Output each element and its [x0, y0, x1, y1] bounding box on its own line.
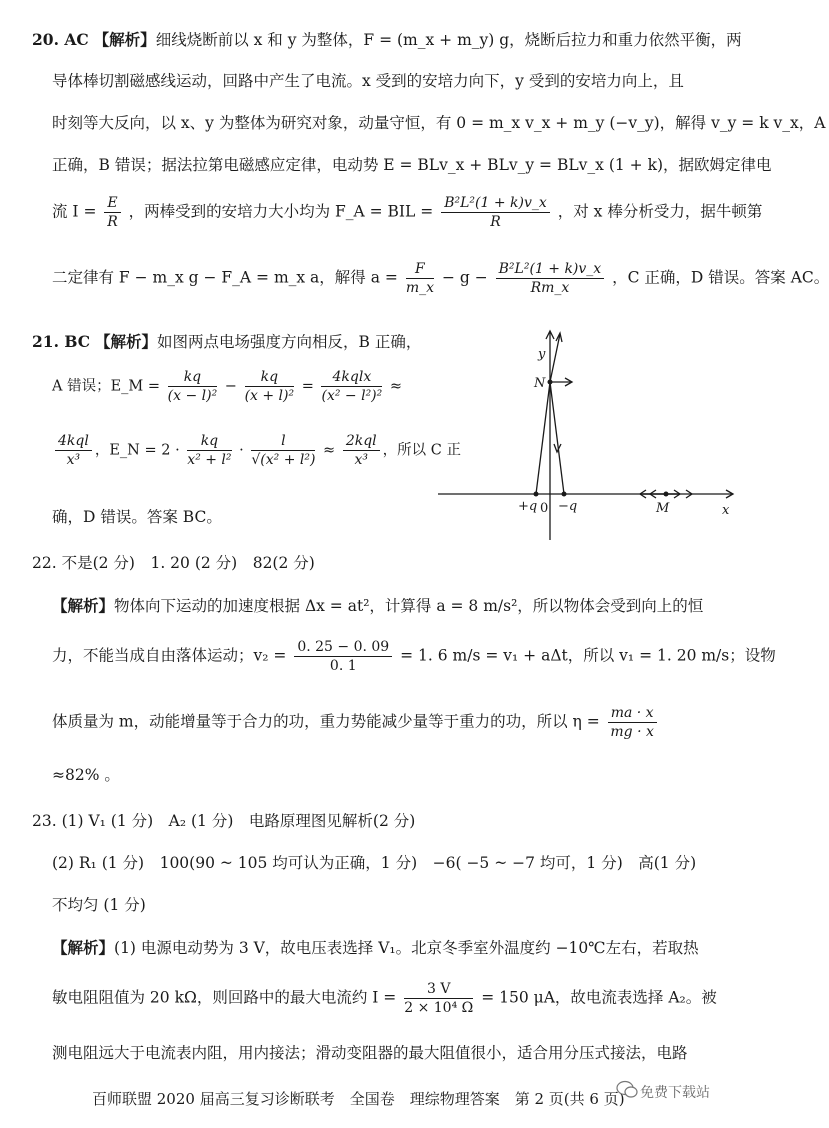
operator: = [301, 378, 314, 395]
operator: − [224, 378, 237, 395]
fraction [251, 434, 315, 467]
q22-text-3b: = 1. 6 m/s = v₁ + aΔt，所以 v₁ = 1. 20 m/s；设物 [400, 646, 776, 665]
numerator: F [406, 262, 434, 279]
denominator: (x + l)² [244, 388, 295, 404]
q21-text-3a: ，E_N = 2 · [94, 442, 180, 459]
fraction [245, 370, 295, 403]
q20-text-5c: ，对 x 棒分析受力，据牛顿第 [557, 202, 763, 221]
point-n [548, 380, 553, 385]
denominator: R [490, 214, 501, 230]
charge-minus-q [562, 492, 567, 497]
q23-line-1: 23. (1) V₁ (1 分) A₂ (1 分) 电路原理图见解析(2 分) [32, 812, 416, 830]
chat-bubble-icon [616, 1080, 638, 1100]
q20-line-4: 正确，B 错误；据法拉第电磁感应定律，电动势 E = BLv_x + BLv_y = BLv_x (1 + k)，据欧姆定律电 [52, 156, 772, 174]
operator: ≈ [389, 378, 403, 395]
field-vector-up [550, 334, 560, 382]
q21-line-3 [52, 434, 461, 467]
fraction [321, 370, 382, 403]
q20-text-6b: − g − [441, 268, 488, 287]
denominator: (x − l)² [167, 388, 218, 404]
denominator: x² + l² [187, 452, 232, 468]
numerator: B²L²(1 + k)v_x [496, 262, 605, 279]
fraction [294, 640, 392, 673]
q23-line-5 [52, 982, 717, 1015]
denominator: x³ [354, 452, 368, 468]
denominator: √(x² + l²) [251, 452, 316, 468]
q21-line-2 [52, 370, 402, 403]
fraction [608, 706, 657, 739]
page-footer: 百师联盟 2020 届高三复习诊断联考 全国卷 理综物理答案 第 2 页(共 6 页) [92, 1090, 625, 1108]
numerator: 3 V [404, 982, 473, 999]
q21-text-1: 如图两点电场强度方向相反，B 正确， [157, 333, 422, 351]
label-plus-q: +q [518, 499, 538, 514]
denominator: 2 × 10⁴ Ω [404, 1000, 474, 1016]
fraction [187, 434, 231, 467]
fraction [496, 262, 605, 295]
q20-text-1: 细线烧断前以 x 和 y 为整体，F = (m_x + m_y) g，烧断后拉力和重力依然平衡，两 [155, 31, 742, 49]
q21-line-1 [32, 334, 421, 351]
q22-jiexi: 【解析】 [52, 596, 115, 615]
q22-text-2: 物体向下运动的加速度根据 Δx = at²，计算得 a = 8 m/s²，所以物体会受到向上的恒 [114, 597, 704, 615]
q22-text-3a: 力，不能当成自由落体运动；v₂ = [52, 646, 287, 665]
q21-line-4: 确，D 错误。答案 BC。 [52, 508, 222, 526]
q22-line-5: ≈82% 。 [52, 766, 120, 784]
denominator: x³ [66, 452, 81, 468]
charge-plus-q [534, 492, 539, 497]
q23-jiexi: 【解析】 [52, 938, 115, 957]
q20-number: 20. AC [32, 30, 89, 49]
numerator: kq [187, 434, 231, 451]
q20-jiexi: 【解析】 [93, 30, 156, 49]
label-n: N [534, 376, 546, 391]
q23-text-5b: = 150 μA，故电流表选择 A₂。被 [481, 988, 717, 1007]
fraction [104, 196, 120, 229]
numerator: B²L²(1 + k)v_x [441, 196, 550, 213]
fraction [55, 434, 92, 467]
q23-line-4 [52, 940, 699, 957]
field-line-plus-q [536, 382, 550, 494]
fraction [406, 262, 434, 295]
numerator: 2kql [343, 434, 380, 451]
fraction [441, 196, 550, 229]
point-m [664, 492, 669, 497]
watermark: 免费下载站 [640, 1085, 710, 1101]
q20-line-6 [52, 262, 829, 295]
label-minus-q: −q [558, 499, 578, 514]
field-line-minus-q [550, 382, 564, 494]
q20-text-5a: 流 I = [52, 202, 97, 221]
q22-line-3 [52, 640, 776, 673]
q20-line-5 [52, 196, 762, 229]
denominator: Rm_x [530, 280, 570, 296]
numerator: 0. 25 − 0. 09 [294, 640, 392, 657]
q20-line-3: 时刻等大反向，以 x、y 为整体为研究对象，动量守恒，有 0 = m_x v_x + m_y (−v_y)，解得 v_y = k v_x，A [52, 114, 826, 132]
q23-line-3: 不均匀 (1 分) [52, 896, 146, 914]
field-diagram [430, 326, 740, 546]
q20-line-1 [32, 32, 742, 49]
denominator: 0. 1 [329, 658, 357, 674]
q23-line-6: 测电阻远大于电流表内阻，用内接法；滑动变阻器的最大阻值很小，适合用分压式接法，电路 [52, 1044, 688, 1062]
operator: · [239, 442, 244, 459]
numerator: l [251, 434, 315, 451]
label-zero: 0 [540, 501, 549, 516]
denominator: R [107, 214, 118, 230]
q21-text-2a: A 错误；E_M = [52, 378, 161, 395]
q23-text-5a: 敏电阻阻值为 20 kΩ，则回路中的最大电流约 I = [52, 988, 397, 1007]
numerator: 4kqlx [321, 370, 382, 387]
q22-line-1: 22. 不是(2 分) 1. 20 (2 分) 82(2 分) [32, 554, 315, 572]
numerator: 4kql [55, 434, 92, 451]
q23-line-2: (2) R₁ (1 分) 100(90 ~ 105 均可认为正确，1 分) −6( −5 ~ −7 均可，1 分) 高(1 分) [52, 854, 697, 872]
q21-text-3b: ，所以 C 正 [382, 442, 461, 459]
q23-text-4: (1) 电源电动势为 3 V，故电压表选择 V₁。北京冬季室外温度约 −10℃左右，若取热 [114, 939, 699, 957]
operator: ≈ [323, 442, 336, 459]
fraction [404, 982, 473, 1015]
denominator: m_x [405, 280, 434, 296]
numerator: kq [168, 370, 218, 387]
numerator: ma · x [608, 706, 657, 723]
q21-number: 21. BC [32, 332, 91, 351]
fraction [168, 370, 218, 403]
q20-text-5b: ，两棒受到的安培力大小均为 F_A = BIL = [128, 202, 434, 221]
q20-line-2: 导体棒切割磁感线运动，回路中产生了电流。x 受到的安培力向下，y 受到的安培力向上，且 [52, 72, 684, 90]
denominator: (x² − l²)² [321, 388, 383, 404]
denominator: mg · x [610, 724, 654, 740]
label-m: M [656, 501, 670, 516]
numerator: E [104, 196, 120, 213]
label-x: x [722, 503, 730, 518]
q22-line-2 [52, 598, 703, 615]
label-y: y [538, 347, 546, 362]
q20-text-6a: 二定律有 F − m_x g − F_A = m_x a，解得 a = [52, 268, 398, 287]
numerator: kq [245, 370, 295, 387]
q22-text-4a: 体质量为 m，动能增量等于合力的功，重力势能减少量等于重力的功，所以 η = [52, 712, 600, 731]
q20-text-6c: ，C 正确，D 错误。答案 AC。 [612, 268, 829, 287]
q21-jiexi: 【解析】 [95, 332, 158, 351]
q22-line-4 [52, 706, 660, 739]
fraction [343, 434, 380, 467]
